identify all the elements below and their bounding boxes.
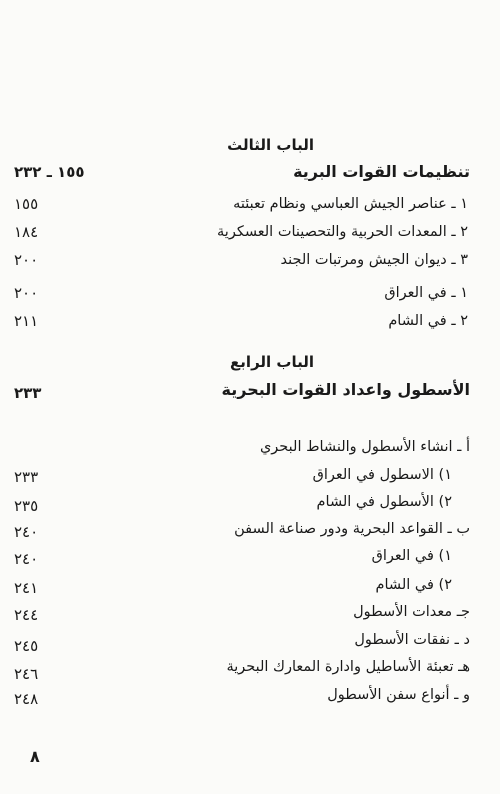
toc-entry: ١) الاسطول في العراق (312, 467, 452, 483)
toc-entry: أ ـ انشاء الأسطول والنشاط البحري (259, 439, 470, 455)
toc-page-number: ٢٤٠ (14, 550, 39, 568)
toc-entry: ٣ ـ ديوان الجيش ومرتبات الجند (280, 252, 468, 268)
part3-heading: الباب الثالث (227, 136, 314, 154)
part4-heading: الباب الرابع (230, 353, 314, 371)
toc-page-number: ١٥٥ (14, 195, 39, 213)
toc-entry: ب ـ القواعد البحرية ودور صناعة السفن (234, 521, 470, 537)
toc-page-number: ٢٣٣ (14, 468, 39, 486)
toc-page-number: ١٨٤ (14, 223, 39, 241)
toc-entry: ٢) في الشام (375, 577, 452, 593)
page-number: ٨ (30, 747, 40, 766)
toc-page-number: ٢٤٤ (14, 606, 39, 624)
toc-page-number: ٢٤١ (14, 579, 39, 597)
toc-page-number: ٢٤٦ (14, 665, 39, 683)
part3-section-title: تنظيمات القوات البرية (293, 162, 470, 181)
toc-page-number: ٢٤٨ (14, 690, 39, 708)
toc-page-number: ٢٣٥ (14, 497, 39, 515)
toc-entry: ٢) الأسطول في الشام (316, 494, 452, 510)
toc-entry: ٢ ـ في الشام (388, 313, 468, 329)
toc-page-number: ٢٤٠ (14, 523, 39, 541)
toc-entry: ٢ ـ المعدات الحربية والتحصينات العسكرية (217, 224, 468, 240)
toc-page-number: ٢٠٠ (14, 284, 39, 302)
toc-entry: ١ ـ في العراق (384, 285, 468, 301)
toc-entry: ١ ـ عناصر الجيش العباسي ونظام تعبئته (233, 196, 468, 212)
toc-page-number: ٢١١ (14, 312, 39, 330)
part4-section-pages: ٢٣٣ (14, 384, 42, 402)
toc-page-number: ٢٤٥ (14, 637, 39, 655)
toc-entry: و ـ أنواع سفن الأسطول (327, 687, 470, 703)
toc-entry: جـ معدات الأسطول (353, 604, 470, 620)
toc-entry: د ـ نفقات الأسطول (354, 632, 470, 648)
toc-page-number: ٢٠٠ (14, 251, 39, 269)
part3-section-pages: ١٥٥ ـ ٢٣٢ (14, 163, 85, 181)
toc-entry: ١) في العراق (371, 548, 452, 564)
toc-entry: هـ تعبئة الأساطيل وادارة المعارك البحرية (226, 659, 470, 675)
part4-section-title: الأسطول واعداد القوات البحرية (221, 380, 470, 399)
